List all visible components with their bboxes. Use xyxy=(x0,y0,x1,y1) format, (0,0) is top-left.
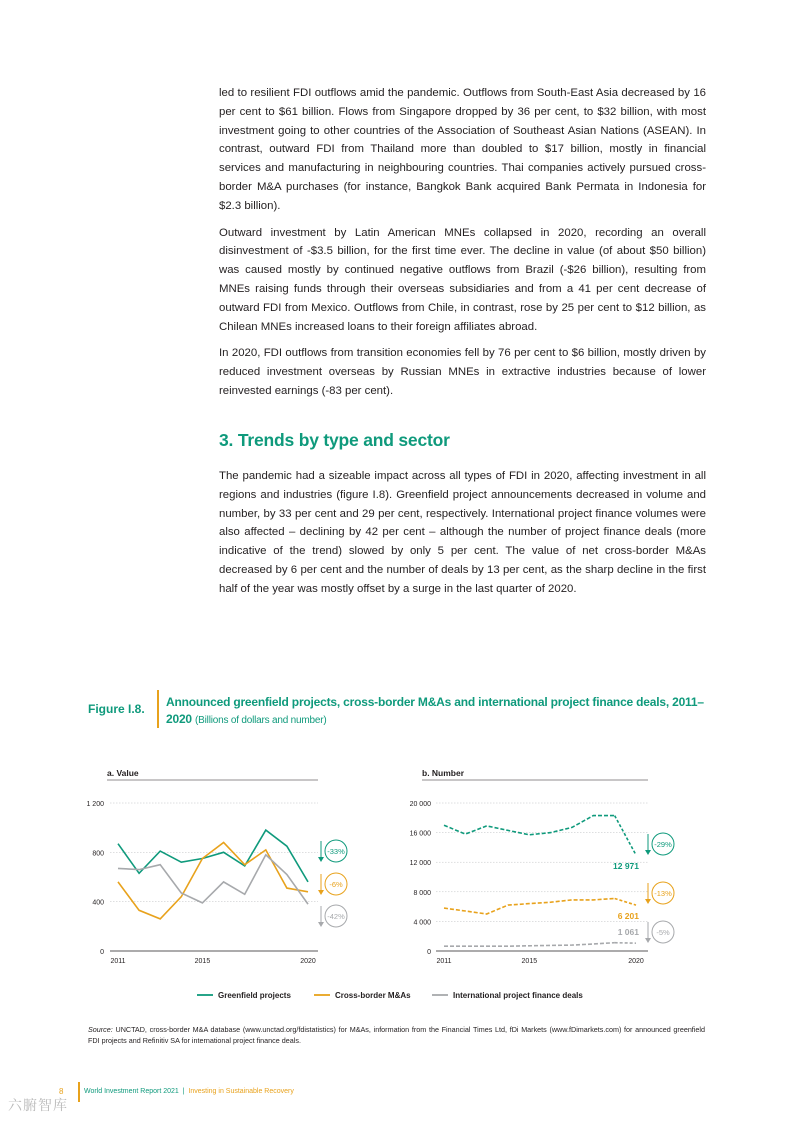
y-tick-label: 400 xyxy=(92,899,104,907)
change-badge-label: -42% xyxy=(327,912,345,921)
y-tick-label: 800 xyxy=(92,850,104,858)
figure-divider xyxy=(157,690,159,728)
figure-charts xyxy=(0,760,793,1010)
end-value-label: 6 201 xyxy=(617,911,639,922)
section-title: 3. Trends by type and sector xyxy=(219,430,450,450)
change-badge-label: -13% xyxy=(654,889,672,898)
change-arrow-head xyxy=(318,857,324,862)
section-body xyxy=(219,467,706,607)
legend-label: Cross-border M&As xyxy=(335,991,411,1000)
y-tick-label: 12 000 xyxy=(409,860,431,868)
change-badge-label: -29% xyxy=(654,840,672,849)
paragraph-3: In 2020, FDI outflows from transition economies fell by 76 per cent to $6 billion, mostly driven by reduced investment overseas by Russian MNEs in extractive industries because of lower reinvested earnings (-83 per cent). xyxy=(219,347,706,397)
y-tick-label: 1 200 xyxy=(86,801,104,808)
series-line-greenfield xyxy=(444,816,615,835)
y-tick-label: 20 000 xyxy=(409,801,431,808)
x-tick-label: 2015 xyxy=(194,958,211,965)
legend-label: Greenfield projects xyxy=(218,991,291,1000)
x-tick-label: 2011 xyxy=(110,958,126,965)
watermark: 六腑智库 xyxy=(8,1097,68,1113)
figure-label: Figure I.8. xyxy=(88,702,145,716)
y-tick-label: 16 000 xyxy=(409,830,431,838)
figure-subtitle: (Billions of dollars and number) xyxy=(195,715,327,726)
change-arrow-head xyxy=(645,899,651,904)
series-line-finance xyxy=(444,943,615,947)
x-tick-label: 2020 xyxy=(300,958,316,965)
change-arrow-head xyxy=(318,890,324,895)
chart-title: a. Value xyxy=(107,768,139,778)
source-note xyxy=(88,1025,705,1046)
end-value-label: 1 061 xyxy=(617,927,639,938)
x-tick-label: 2015 xyxy=(521,958,538,965)
change-arrow-head xyxy=(645,938,651,943)
source-label: Source: xyxy=(88,1025,113,1034)
y-tick-label: 0 xyxy=(427,949,431,956)
footer-divider xyxy=(78,1082,80,1102)
series-line-greenfield-2020 xyxy=(615,816,636,855)
source-text: UNCTAD, cross-border M&A database (www.unctad.org/fdistatistics) for M&As, information from the Financial Times Ltd, fDi Markets (www.fDimarkets.com) for announced greenfield FDI projects and Refinitiv SA for international project finance deals. xyxy=(88,1025,705,1045)
body-text xyxy=(219,84,706,409)
change-badge-label: -5% xyxy=(656,928,670,937)
y-tick-label: 4 000 xyxy=(413,919,431,927)
x-tick-label: 2011 xyxy=(436,958,452,965)
series-line-mna xyxy=(118,843,308,919)
x-tick-label: 2020 xyxy=(628,958,644,965)
chart-title: b. Number xyxy=(422,768,465,778)
footer-report: World Investment Report 2021 | Investing in Sustainable Recovery xyxy=(84,1088,294,1095)
series-line-finance xyxy=(118,855,308,904)
paragraph-2: Outward investment by Latin American MNEs collapsed in 2020, recording an overall disinvestment of -$3.5 billion, for the first time ever. The decline in value (of about $50 billion) was caused mostly by continued negative outflows from Brazil (-$26 billion), resulting from MNEs raising funds through their overseas subsidiaries and from a 41 per cent decrease of outward FDI from Mexico. Outflows from Chile, in contrast, rose by 25 per cent to $12 billion, as Chilean MNEs increased loans to their foreign affiliates abroad. xyxy=(219,226,706,333)
figure-title-text: Announced greenfield projects, cross-border M&As and international project finance deals, 2011–2020 xyxy=(166,695,704,726)
change-arrow-head xyxy=(318,922,324,927)
change-arrow-head xyxy=(645,850,651,855)
change-badge-label: -6% xyxy=(329,880,343,889)
change-badge-label: -33% xyxy=(327,847,345,856)
legend-label: International project finance deals xyxy=(453,991,583,1000)
footer-report-title: World Investment Report 2021 xyxy=(84,1088,179,1095)
figure-title xyxy=(166,694,726,729)
series-line-mna xyxy=(444,899,615,915)
series-line-mna-2020 xyxy=(615,898,636,905)
y-tick-label: 8 000 xyxy=(413,889,431,897)
end-value-label: 12 971 xyxy=(613,861,639,872)
paragraph-1: led to resilient FDI outflows amid the pandemic. Outflows from South-East Asia decreased by 16 per cent to $61 billion. Flows from Singapore dropped by 36 per cent, to $32 billion, with most investment going to other countries of the Association of Southeast Asian Nations (ASEAN). In contrast, outward FDI from Thailand more than doubled to $17 billion, mostly in financial services and manufacturing in neighbouring countries. Thai companies actively pursued cross-border M&A purchases (for instance, Bangkok Bank acquired Bank Permata in Indonesia for $2.3 billion). xyxy=(219,87,706,212)
y-tick-label: 0 xyxy=(100,949,104,956)
footer-report-subtitle: Investing in Sustainable Recovery xyxy=(188,1088,294,1095)
page-number: 8 xyxy=(59,1087,64,1096)
section-paragraph: The pandemic had a sizeable impact across all types of FDI in 2020, affecting investment in all regions and industries (figure I.8). Greenfield project announcements decreased in volume and number, by 33 per cent and 29 per cent, respectively. International project finance volumes were also affected – declining by 42 per cent – although the number of project finance deals (more indicative of the trend) slowed by only 5 per cent. The value of net cross-border M&As decreased by 6 per cent and the number of deals by 13 per cent, as the sharp decline in the first half of the year was mostly offset by a surge in the last quarter of 2020. xyxy=(219,470,706,595)
